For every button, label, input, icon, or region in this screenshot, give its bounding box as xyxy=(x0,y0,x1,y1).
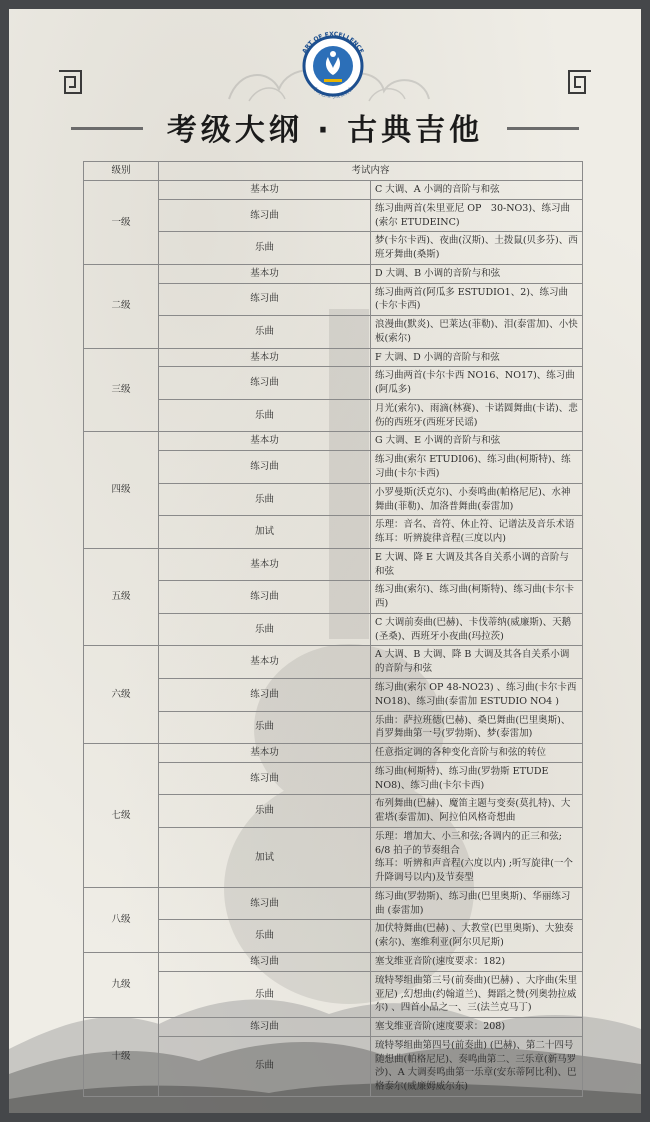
category-label: 基本功 xyxy=(159,548,371,581)
exam-content: 练习曲两首(卡尔卡西 NO16、NO17)、练习曲(阿瓜多) xyxy=(371,367,583,400)
category-label: 乐曲 xyxy=(159,399,371,432)
table-row xyxy=(84,920,583,953)
table-row xyxy=(84,646,583,679)
exam-content: 小罗曼斯(沃克尔)、小奏鸣曲(帕格尼尼)、水神舞曲(菲勒)、加洛普舞曲(泰雷加) xyxy=(371,483,583,516)
table-row xyxy=(84,199,583,232)
svg-text:ART OF EXCELLENCE xyxy=(301,31,365,55)
table-row xyxy=(84,827,583,887)
exam-content: 月光(索尔)、雨滴(林赛)、卡诺圆舞曲(卡诺)、悲伤的西班牙(西班牙民谣) xyxy=(371,399,583,432)
table-row xyxy=(84,711,583,744)
category-label: 基本功 xyxy=(159,264,371,283)
exam-content: 琉特琴组曲第三号(前奏曲)(巴赫) 、大序曲(朱里亚尼) ,幻想曲(约翰道兰)、舞蹈之赞(列奥勃拉威尔) 、四首小品之一、三(法兰克马丁) xyxy=(371,971,583,1017)
table-row xyxy=(84,264,583,283)
header-grade: 级别 xyxy=(84,162,159,181)
exam-content: 练习曲(索尔 ETUDI06)、练习曲(柯斯特)、练习曲(卡尔卡西) xyxy=(371,451,583,484)
category-label: 练习曲 xyxy=(159,762,371,795)
category-label: 练习曲 xyxy=(159,199,371,232)
table-row xyxy=(84,483,583,516)
corner-ornament-left xyxy=(57,69,83,95)
syllabus-table xyxy=(83,161,583,1097)
exam-content xyxy=(371,516,583,549)
table-row xyxy=(84,181,583,200)
exam-content: 练习曲(罗勃斯)、练习曲(巴里奥斯)、华丽练习曲 (泰雷加) xyxy=(371,887,583,920)
logo-text xyxy=(292,25,374,107)
category-label: 练习曲 xyxy=(159,581,371,614)
ear-training-line: 练耳：听辨和声音程(六度以内) ;听写旋律(一个升降调号以内)及节奏型 xyxy=(375,858,573,884)
exam-content: G 大调、E 小调的音阶与和弦 xyxy=(371,432,583,451)
page-title: 考级大纲 · 古典吉他 xyxy=(166,113,484,148)
exam-content: C 大调、A 小调的音阶与和弦 xyxy=(371,181,583,200)
category-label: 加试 xyxy=(159,516,371,549)
table-row xyxy=(84,348,583,367)
exam-content: F 大调、D 小调的音阶与和弦 xyxy=(371,348,583,367)
grade-label: 二级 xyxy=(84,264,159,348)
exam-content: 浪漫曲(默炎)、巴莱达(菲勒)、泪(泰雷加)、小快板(索尔) xyxy=(371,316,583,349)
svg-text:东方艺术考级委员会 xyxy=(311,85,354,100)
category-label: 基本功 xyxy=(159,432,371,451)
exam-content: 练习曲(索尔 OP 48-NO23) 、练习曲(卡尔卡西 NO18)、练习曲(泰雷加 ESTUDIO NO4 ) xyxy=(371,678,583,711)
category-label: 乐曲 xyxy=(159,795,371,828)
category-label: 练习曲 xyxy=(159,1018,371,1037)
category-label: 练习曲 xyxy=(159,678,371,711)
category-label: 乐曲 xyxy=(159,232,371,265)
logo-text-bottom: 东方艺术考级委员会 xyxy=(311,86,355,100)
table-row xyxy=(84,887,583,920)
table-row xyxy=(84,516,583,549)
exam-content: 乐曲：萨拉班德(巴赫)、桑巴舞曲(巴里奥斯)、肖罗舞曲第一号(罗勃斯)、梦(泰雷加) xyxy=(371,711,583,744)
category-label: 基本功 xyxy=(159,181,371,200)
table-row xyxy=(84,367,583,400)
grade-label: 六级 xyxy=(84,646,159,744)
table-row xyxy=(84,232,583,265)
exam-content: 练习曲(索尔)、练习曲(柯斯特)、练习曲(卡尔卡西) xyxy=(371,581,583,614)
table-row xyxy=(84,762,583,795)
grade-label: 八级 xyxy=(84,887,159,952)
exam-content: 塞戈维亚音阶(速度要求：182) xyxy=(371,952,583,971)
exam-content: 练习曲两首(朱里亚尼 OP 30-NO3)、练习曲(索尔 ETUDEINC) xyxy=(371,199,583,232)
category-label: 乐曲 xyxy=(159,1036,371,1096)
exam-content: D 大调、B 小调的音阶与和弦 xyxy=(371,264,583,283)
exam-content: 任意指定调的各种变化音阶与和弦的转位 xyxy=(371,744,583,763)
table-row xyxy=(84,283,583,316)
category-label: 练习曲 xyxy=(159,283,371,316)
category-label: 乐曲 xyxy=(159,971,371,1017)
exam-content: 琉特琴组曲第四号(前奏曲) (巴赫)、第二十四号随想曲(帕格尼尼)、奏鸣曲第二、三乐章(新马罗沙)、A 大调奏鸣曲第一乐章(安东蒂阿比利)、巴格泰尔(威廉姆威尔东) xyxy=(371,1036,583,1096)
theory-line: 乐理：增加大、小三和弦;各调内的正三和弦; 6/8 拍子的节奏组合 xyxy=(375,830,562,856)
table-row xyxy=(84,432,583,451)
page-background xyxy=(9,9,641,1113)
grade-label: 九级 xyxy=(84,952,159,1017)
table-row xyxy=(84,1036,583,1096)
theory-line: 乐理：音名、音符、休止符、记谱法及音乐术语 xyxy=(375,519,575,531)
exam-content: C 大调前奏曲(巴赫)、卡伐蒂纳(威廉斯)、天鹅(圣桑)、西班牙小夜曲(玛拉茨) xyxy=(371,613,583,646)
category-label: 基本功 xyxy=(159,646,371,679)
ear-training-line: 练耳：听辨旋律音程(三度以内) xyxy=(375,533,506,545)
exam-content: 塞戈维亚音阶(速度要求：208) xyxy=(371,1018,583,1037)
grade-label: 十级 xyxy=(84,1018,159,1097)
table-row xyxy=(84,952,583,971)
category-label: 基本功 xyxy=(159,744,371,763)
category-label: 练习曲 xyxy=(159,451,371,484)
category-label: 乐曲 xyxy=(159,613,371,646)
table-row xyxy=(84,744,583,763)
category-label: 乐曲 xyxy=(159,483,371,516)
corner-ornament-right xyxy=(567,69,593,95)
table-header-row xyxy=(84,162,583,181)
header-content: 考试内容 xyxy=(159,162,583,181)
table-row xyxy=(84,399,583,432)
table-row xyxy=(84,971,583,1017)
category-label: 练习曲 xyxy=(159,367,371,400)
table-row xyxy=(84,316,583,349)
grade-label: 四级 xyxy=(84,432,159,548)
exam-content: A 大调、B 大调、降 B 大调及其各自关系小调的音阶与和弦 xyxy=(371,646,583,679)
table-row xyxy=(84,548,583,581)
category-label: 练习曲 xyxy=(159,952,371,971)
exam-content: 练习曲两首(阿瓜多 ESTUDIO1、2)、练习曲(卡尔卡西) xyxy=(371,283,583,316)
category-label: 练习曲 xyxy=(159,887,371,920)
table-row xyxy=(84,1018,583,1037)
grade-label: 一级 xyxy=(84,181,159,265)
exam-content: E 大调、降 E 大调及其各自关系小调的音阶与和弦 xyxy=(371,548,583,581)
table-row xyxy=(84,678,583,711)
category-label: 乐曲 xyxy=(159,316,371,349)
table-row xyxy=(84,795,583,828)
category-label: 基本功 xyxy=(159,348,371,367)
exam-content: 梦(卡尔卡西)、夜曲(汉斯)、土拨鼠(贝多芬)、西班牙舞曲(桑斯) xyxy=(371,232,583,265)
grade-label: 七级 xyxy=(84,744,159,888)
exam-content: 练习曲(柯斯特)、练习曲(罗勃斯 ETUDE NO8)、练习曲(卡尔卡西) xyxy=(371,762,583,795)
table-row xyxy=(84,613,583,646)
grade-label: 五级 xyxy=(84,548,159,646)
category-label: 加试 xyxy=(159,827,371,887)
logo-text-top: ART OF EXCELLENCE xyxy=(301,30,365,55)
exam-content: 加伏特舞曲(巴赫) 、大教堂(巴里奥斯)、大独奏(索尔)、塞维利亚(阿尔贝尼斯) xyxy=(371,920,583,953)
grade-label: 三级 xyxy=(84,348,159,432)
exam-content xyxy=(371,827,583,887)
table-row xyxy=(84,451,583,484)
category-label: 乐曲 xyxy=(159,920,371,953)
exam-content: 布列舞曲(巴赫)、魔笛主题与变奏(莫扎特)、大霍塔(泰雷加)、阿拉伯风格奇想曲 xyxy=(371,795,583,828)
category-label: 乐曲 xyxy=(159,711,371,744)
table-row xyxy=(84,581,583,614)
